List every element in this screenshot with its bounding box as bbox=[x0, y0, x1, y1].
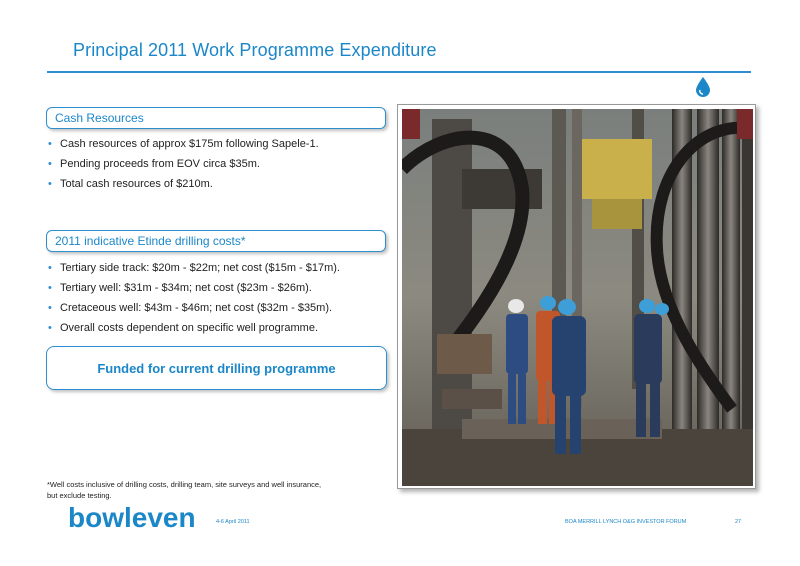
title-divider bbox=[47, 71, 751, 73]
footnote bbox=[47, 479, 357, 501]
rig-photo bbox=[397, 104, 756, 489]
footer-date: 4-6 April 2011 bbox=[216, 519, 250, 525]
cash-resources-list bbox=[46, 134, 319, 194]
page-title: Principal 2011 Work Programme Expenditure bbox=[73, 40, 437, 60]
cash-resources-header bbox=[46, 107, 386, 129]
rig-photo-image bbox=[402, 109, 753, 486]
water-drop-icon bbox=[694, 76, 712, 98]
list-item: • Total cash resources of $210m. bbox=[46, 174, 319, 194]
list-item: • Pending proceeds from EOV circa $35m. bbox=[46, 154, 319, 174]
funded-text: Funded for current drilling programme bbox=[97, 360, 336, 376]
footnote-line-1: *Well costs inclusive of drilling costs, drilling team, site surveys and well insurance, bbox=[47, 480, 322, 489]
drilling-costs-list bbox=[46, 258, 340, 338]
cash-resources-heading: Cash Resources bbox=[55, 111, 144, 125]
list-item: • Tertiary well: $31m - $34m; net cost ($23m - $26m). bbox=[46, 278, 340, 298]
drilling-costs-header bbox=[46, 230, 386, 252]
list-item: • Cretaceous well: $43m - $46m; net cost ($32m - $35m). bbox=[46, 298, 340, 318]
footnote-line-2: but exclude testing. bbox=[47, 491, 112, 500]
list-item: • Overall costs dependent on specific well programme. bbox=[46, 318, 340, 338]
funded-callout bbox=[46, 346, 387, 390]
list-item: • Tertiary side track: $20m - $22m; net cost ($15m - $17m). bbox=[46, 258, 340, 278]
page-number: 27 bbox=[735, 519, 742, 525]
list-item: • Cash resources of approx $175m following Sapele-1. bbox=[46, 134, 319, 154]
drilling-costs-heading: 2011 indicative Etinde drilling costs* bbox=[55, 234, 246, 248]
bowleven-logo bbox=[68, 503, 213, 535]
footer-forum: BOA MERRILL LYNCH O&G INVESTOR FORUM bbox=[565, 519, 687, 525]
logo-text: bowleven bbox=[68, 503, 196, 533]
